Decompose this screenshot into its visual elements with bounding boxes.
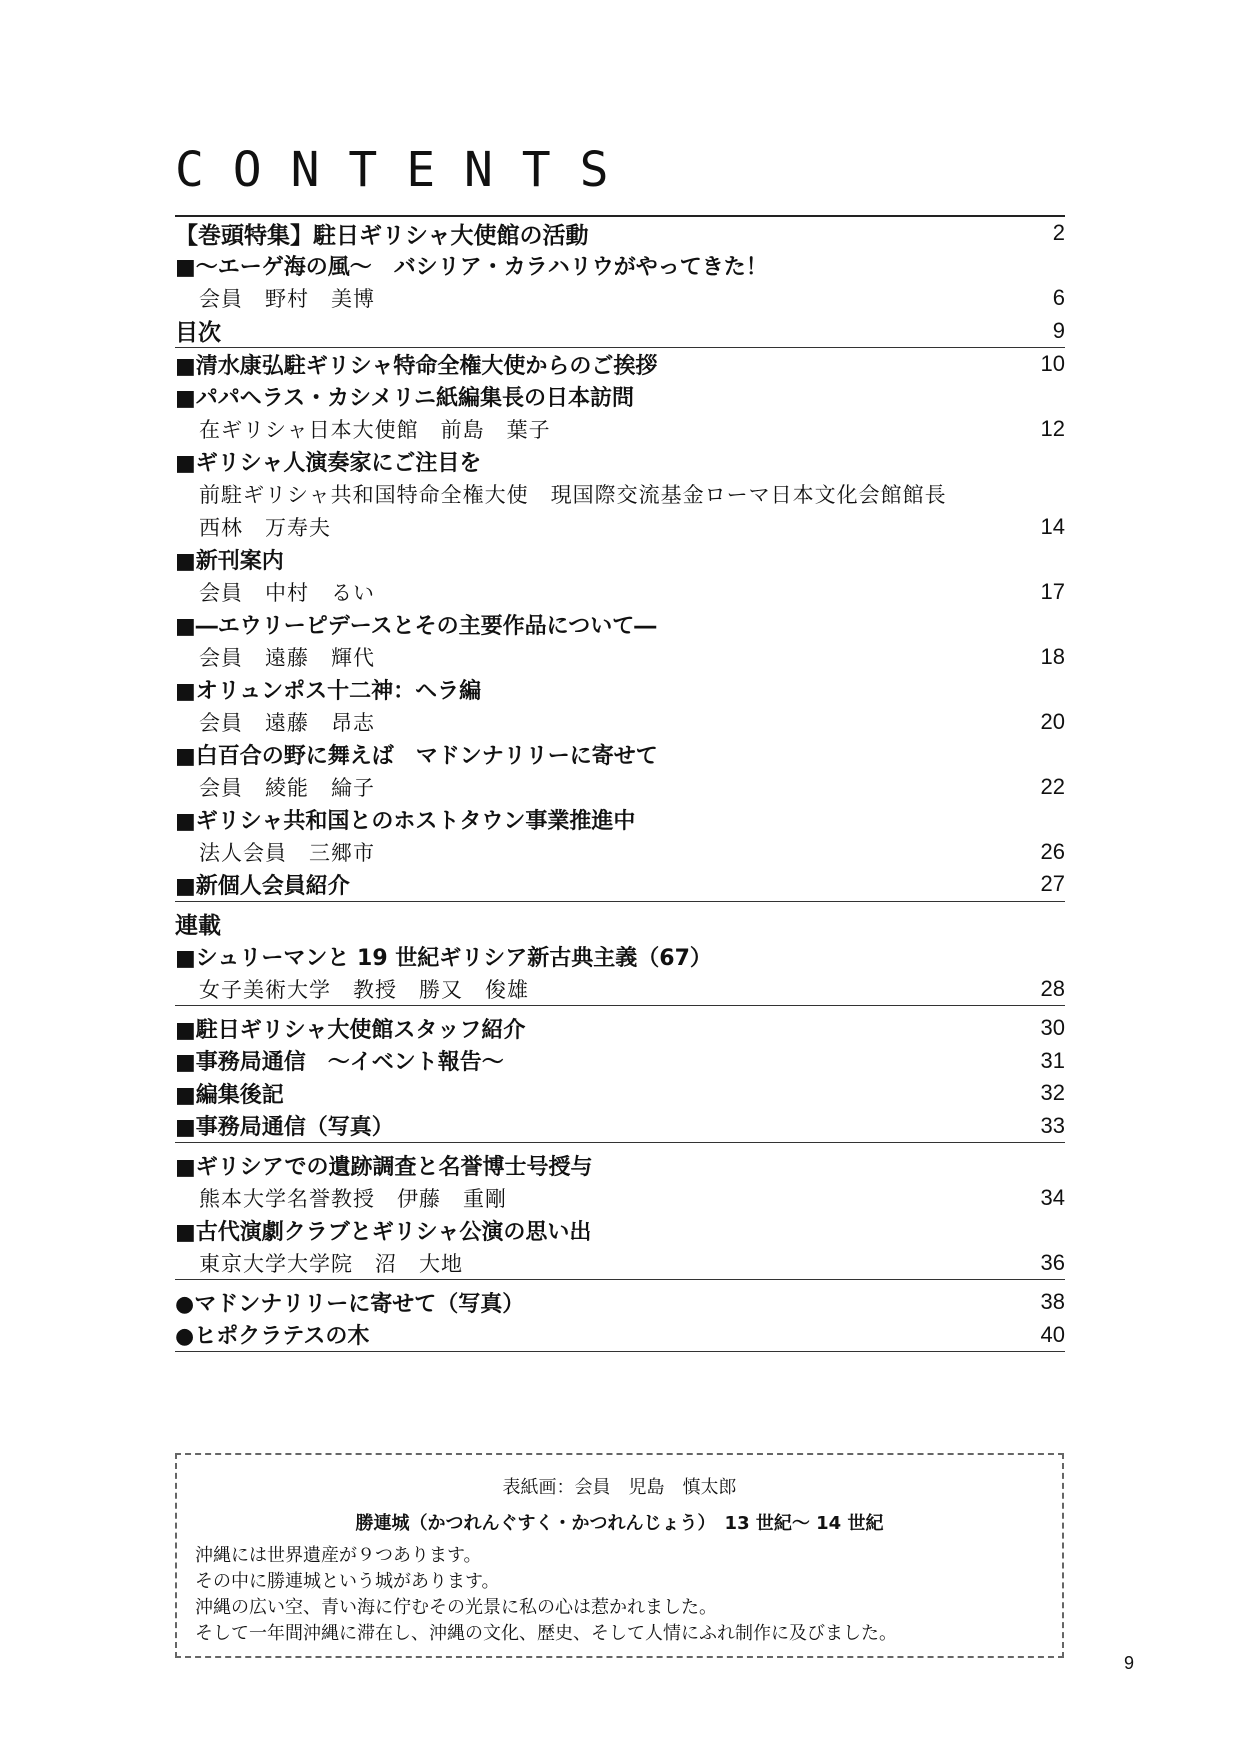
divider [175,1351,1065,1352]
page-number: 14 [1040,513,1065,539]
entry-title: ■古代演劇クラブとギリシャ公演の思い出 [175,1219,592,1245]
page-number: 34 [1040,1184,1065,1210]
cover-subject: 勝連城（かつれんぐすく・かつれんじょう） 13 世紀～ 14 世紀 [355,1513,884,1534]
toc-author-row [175,771,1065,804]
entry-title: ■～エーゲ海の風～ バシリア・カラハリウがやってきた！ [175,255,768,281]
entry-title: ■ギリシャ人演奏家にご注目を [175,451,482,477]
page-number: 20 [1040,708,1065,734]
toc-author-row [175,706,1065,739]
entry-author: 会員 綾能 綸子 [199,775,375,800]
toc-entry[interactable] [175,608,1065,641]
entry-title: ■ギリシアでの遺跡調査と名誉博士号授与 [175,1154,593,1180]
page-number-footer: 9 [1124,1653,1135,1673]
entry-author: 西林 万寿夫 [199,515,331,540]
toc-author-row [175,413,1065,446]
cover-description-line: 沖縄の広い空、青い海に佇むその光景に私の心は惹かれました。 [195,1597,717,1618]
page-number: 10 [1040,351,1065,377]
toc-entry[interactable] [175,1214,1065,1247]
toc-entry[interactable] [175,1012,1065,1045]
page-number: 26 [1040,838,1065,864]
page-number: 32 [1040,1080,1065,1106]
entry-title: ■清水康弘駐ギリシャ特命全権大使からのご挨拶 [175,353,658,379]
cover-description-line: 沖縄には世界遺産が９つあります。 [195,1545,482,1566]
toc-entry[interactable] [175,803,1065,836]
entry-author: 在ギリシャ日本大使館 前島 葉子 [199,418,551,443]
entry-title: ■パパヘラス・カシメリニ紙編集長の日本訪問 [175,386,635,412]
cover-description [195,1543,1062,1647]
section-heading-title: 目次 [175,320,221,347]
toc-entry[interactable] [175,1149,1065,1182]
page-title: C O N T E N T S [175,142,609,198]
entry-title: ■駐日ギリシャ大使館スタッフ紹介 [175,1017,526,1043]
page-number: 9 [1052,317,1065,343]
entry-title: ●マドンナリリーに寄せて（写真） [175,1291,525,1317]
cover-description-line: そして一年間沖縄に滞在し、沖縄の文化、歴史、そして人情にふれ制作に及びました。 [195,1623,897,1644]
feature-section [175,217,1065,347]
toc-author-row [175,282,1065,315]
toc-group-main [175,348,1065,901]
page-number: 12 [1040,416,1065,442]
toc-author-row [175,478,1065,511]
entry-title: ■新個人会員紹介 [175,873,350,899]
toc-section-heading [175,908,1065,941]
page-number: 17 [1040,578,1065,604]
toc-section-heading[interactable] [175,315,1065,348]
toc-entry[interactable] [175,673,1065,706]
toc-entry[interactable] [175,381,1065,414]
page-number: 6 [1052,285,1065,311]
entry-title: ■事務局通信（写真） [175,1115,394,1141]
toc-entry[interactable] [175,1286,1065,1319]
toc-group-secretariat [175,1012,1065,1142]
entry-author: 女子美術大学 教授 勝又 俊雄 [199,977,529,1002]
toc-entry[interactable] [175,1045,1065,1078]
toc-entry[interactable] [175,446,1065,479]
toc-author-row [175,641,1065,674]
toc-group-essays [175,1149,1065,1279]
entry-title: ■白百合の野に舞えば マドンナリリーに寄せて [175,743,658,769]
section-heading-title: 【巻頭特集】駐日ギリシャ大使館の活動 [175,222,589,249]
toc-author-row [175,1247,1065,1280]
entry-author: 会員 遠藤 輝代 [199,645,375,670]
toc-entry[interactable] [175,1319,1065,1352]
page-number: 27 [1040,871,1065,897]
entry-title: ■オリュンポス十二神：ヘラ編 [175,678,482,704]
toc-author-row [175,1182,1065,1215]
page-number: 31 [1040,1047,1065,1073]
entry-title: ■ギリシャ共和国とのホストタウン事業推進中 [175,808,636,834]
entry-title: ■シュリーマンと 19 世紀ギリシア新古典主義（67） [175,945,712,971]
entry-author: 法人会員 三郷市 [199,840,375,865]
toc-entry[interactable] [175,1110,1065,1143]
toc-author-row [175,511,1065,544]
entry-title: ■―エウリーピデースとその主要作品について― [175,613,657,639]
page-number: 2 [1052,220,1065,246]
table-of-contents [175,215,1065,1352]
entry-author: 東京大学大学院 沼 大地 [199,1251,463,1276]
toc-group-rensai [175,940,1065,1005]
entry-title: ■編集後記 [175,1082,284,1108]
entry-title: ■新刊案内 [175,548,284,574]
page-number: 38 [1040,1289,1065,1315]
toc-entry[interactable] [175,250,1065,283]
cover-description-line: その中に勝連城という城があります。 [195,1571,500,1592]
toc-author-row [175,836,1065,869]
toc-entry[interactable] [175,543,1065,576]
page-number: 33 [1040,1112,1065,1138]
toc-entry[interactable] [175,348,1065,381]
toc-entry[interactable] [175,940,1065,973]
toc-entry[interactable] [175,738,1065,771]
page-number: 22 [1040,773,1065,799]
entry-author: 会員 遠藤 昂志 [199,710,375,735]
entry-author: 熊本大学名誉教授 伊藤 重剛 [199,1186,507,1211]
toc-author-row [175,576,1065,609]
cover-note-box [175,1453,1064,1658]
entry-title: ■事務局通信 ～イベント報告～ [175,1050,504,1076]
toc-entry[interactable] [175,1077,1065,1110]
page-number: 40 [1040,1321,1065,1347]
toc-entry[interactable] [175,868,1065,901]
toc-section-heading[interactable] [175,217,1065,250]
toc-group-photos [175,1286,1065,1351]
entry-author: 会員 中村 るい [199,580,375,605]
section-heading-title: 連載 [175,913,221,940]
entry-author: 前駐ギリシャ共和国特命全権大使 現国際交流基金ローマ日本文化会館館長 [199,483,947,508]
cover-credit: 表紙画：会員 児島 慎太郎 [502,1477,737,1498]
entry-author: 会員 野村 美博 [199,287,375,312]
toc-author-row [175,973,1065,1006]
page-number: 36 [1040,1249,1065,1275]
page-number: 18 [1040,643,1065,669]
page-number: 28 [1040,975,1065,1001]
page-number: 30 [1040,1015,1065,1041]
entry-title: ●ヒポクラテスの木 [175,1324,370,1350]
